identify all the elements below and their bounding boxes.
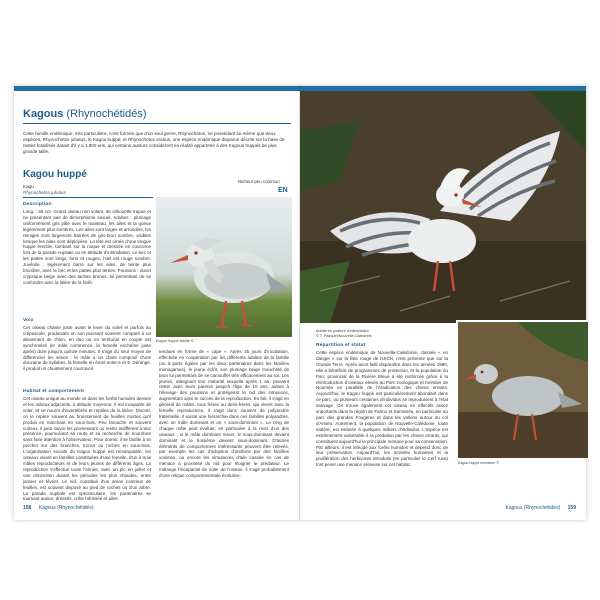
adult-photo-caption: Kagou huppé adulte © — [156, 339, 194, 343]
left-running-title: Kagous (Rhynochétidés) — [38, 505, 94, 511]
kagu-immature-photo — [456, 320, 588, 458]
species-local-name: Kagu — [23, 184, 34, 189]
display-photo-caption — [316, 329, 372, 339]
habitat-heading: Habitat et comportement — [23, 389, 85, 394]
voice-heading: Voix — [23, 318, 34, 323]
kagu-immature-illustration — [458, 322, 588, 458]
status-label: Nicheur peu commun — [238, 179, 280, 184]
family-title-common: Kagous — [23, 108, 64, 120]
family-intro: Cette famille endémique, très particulière, n'est formée que d'un seul genre, Rhynochetos, ne possédant lui-même que deux espèces, Rhynochetos jubatus, le Kagou huppé, et Rhynochetos orarius, une espèce endémique disparue décrite sur la base de restes fossilisés datant d'il y a 1 800 ans, qui certains auteurs considèrent en réalité appartenir à des Kagous huppés de plus grande taille. — [23, 131, 285, 155]
description-heading: Description — [23, 202, 52, 207]
immature-photo-caption: Kagou huppé immature © — [458, 461, 500, 465]
right-running-title: Kagous (Rhynochétidés) — [505, 505, 561, 511]
title-rule — [23, 123, 291, 124]
right-page-footer — [506, 505, 577, 511]
kagu-adult-photo — [156, 197, 292, 337]
kagu-display-photo — [300, 91, 586, 323]
left-page-number: 158 — [23, 505, 32, 511]
repartition-heading: Répartition et statut — [316, 343, 366, 348]
left-page — [14, 91, 300, 520]
right-page-number: 159 — [567, 505, 576, 511]
species-name: Kagou huppé — [23, 169, 87, 180]
species-scientific-name: Rhynochetos jubatus — [23, 190, 66, 195]
right-page — [300, 91, 586, 520]
behavior-continuation-text: tendues en forme de « cape ». Après 35 jours d'incubation, effectuée en coopération par les différents adultes de la famille (ou à parts égales par les deux partenaires dans les familles monogames), le jeune éclôt, son plumage beige mouchété de brun lui permettant de se camoufler très efficacement au sol. Les jeunes, atteignant leur maturité sexuelle après 1 an, peuvent rester avec leurs parents jusqu'à l'âge de 10 ans, aidant à l'élevage des poussins et protégeant le nid des intrusions, augmentant ainsi le succès de la reproduction. En fait, il s'agit en général de mâles, tous frères ou demi-frères, qui vivent avec la femelle reproductrice, il s'agit donc souvent de polyandrie fraternelle. Il existe une hiérarchie dans ces familles polyandres, avec un mâle dominant et un « sous-dominant ». Le cerg de chaque mâle peut évoluer, en particulier à la mort d'un des oiseaux ; si le mâle dominant meurt, le sous-dominant devient dominant et le troisième devient sous-dominant. D'autres éléments de comportement intéressants peuvent être relevés, par exemple les cas d'adoption d'oisillons par des familles voisines, ou encore les simulacres d'aile cassée en cas de menace à proximité du nid pour éloigner le prédateur. Le mélange l'incapacité de voler de l'oiseau, il s'agit probablement d'une relique comportementale évolutive. — [159, 349, 289, 479]
description-text: Long. : 55 cm. Grand oiseau non volant, de silhouette trapue et ne présentant pas de dimorphisme sexuel. Adultes : plumage uniformément gris pâle avec le manteau, les ailes et la queue légèrement plus sombres. Les ailes sont larges et arrondies, les rémiges sont largement barrées de gris-brun sombre, visibles lorsque les ailes sont déployées. La tête est ornée d'une longue huppe érectile, tombant sur la nuque et dressée en couronne lors de la parade nuptiale ou en attitude d'intimidation. Le bec et les pattes sont longs, forts et rouges, l'œil est rouge sombre. Juvénile : légèrement barré sur les ailes, de teinte plus brunâtre, avec le bec et les pattes plus ternes. Poussins : duvet crypsique beige avec des taches brunes, lui permettant de se confondre avec la litière de la forêt. — [23, 209, 151, 285]
display-photo-caption-line2: © T. Pasquet/Nouvelle-Calédonie — [316, 334, 372, 338]
left-page-footer — [23, 505, 94, 511]
kagu-wings-illustration — [300, 91, 586, 323]
family-title — [23, 108, 147, 120]
voice-text: Cet oiseau chante juste avant le lever du soleil et parfois au crépuscule, produisant un son puissant souvent comparé à un aboiement de chien, en duo ou en territorial en couple est synchronisé (le mâle commence, la femelle enchaîne juste après) dure jusqu'à quinze minutes. Il s'agit du seul moyen de différencier les sexes : le mâle a un chant composé d'une douzaine de syllabes, la femelle en émet entre 6 et 9. Dérangé, il produit un chuintement courroucé. — [23, 325, 151, 372]
kagu-illustration — [156, 197, 292, 337]
family-title-scientific: (Rhynochétidés) — [66, 108, 147, 120]
habitat-text: Cet oiseau unique au monde vit dans les forêts humides denses et les milieux adjacents, à altitude moyenne. Il est incapable de voler, et se nourrit d'invertébrés et reptiles de la litière. Discret, on le repère souvent au bruissement de feuilles mortes qu'il produit en marchant en sous-bois. Peu farouche et souvent curieux, il peut suivre les promeneurs ou rester indifférent à leur présence, poursuivant sa route et sa recherche de nourriture sans faire attention à l'observateur. Pour dormir, il se faufile à se percher sur des branches, troncs ou roches en sous-bois. L'organisation sociale du Kagou huppé est remarquable, les oiseaux vivant en familles constituées d'une femelle, d'un à trois mâles reproducteurs et de leurs jeunes de différents âges. La reproduction s'effectue toute l'année, avec un pic en juillet et une diminution durant les périodes les plus chaudes, entre janvier et février. Le nid, constitué d'un amas commun de feuilles, est souvent disposé au pied de roches ou d'un arbre. La parade nuptiale est spectaculaire, les partenaires se tournant autour, dressés, crête hérissée et ailes — [23, 396, 151, 502]
repartition-text: Cette espèce endémique de Nouvelle-Calédonie, classée « en danger » sur la liste rouge de l'UICN, n'est présente que sur la Grande Terre. Après avoir failli disparaître dans les années 1980, elle a bénéficié de programmes de protection, et la population du Parc provincial de la Rivière Bleue a été renforcée grâce à la réintroduction d'oiseaux élevés au Parc zoologique et forestier de Nouméa en parallèle de l'éradication des chiens errants. Aujourd'hui, le Kagou huppé est particulièrement abondant dans ce parc, où plusieurs centaines d'individus se reproduisent à l'état sauvage. On trouve également cet oiseau en effectifs assez importants dans la région de Farino et Sarraméa, en particulier au parc des grandes Fougères et dans les vallons autour du col d'Amieu. Autrement, la population de Nouvelle-Calédonie, toute entière, est estimée à quelques milliers d'individus. L'espèce est extrêmement vulnérable à la prédation par les chiens errants, qui constituent aujourd'hui la principale menace pour sa conservation. Par ailleurs, il est inféodé aux forêts humides et dépend donc de leur préservation. Aujourd'hui, les activités humaines et la prolifération des herbivores introduits (en particulier le Cerf rusa) font peser une menace sérieuse sur cet habitat. — [316, 350, 448, 468]
species-rule — [23, 197, 153, 198]
display-photo-caption-line1: Adulte en posture d'intimidation — [316, 329, 369, 333]
book-spread — [14, 86, 586, 520]
status-badge: EN — [278, 187, 288, 194]
